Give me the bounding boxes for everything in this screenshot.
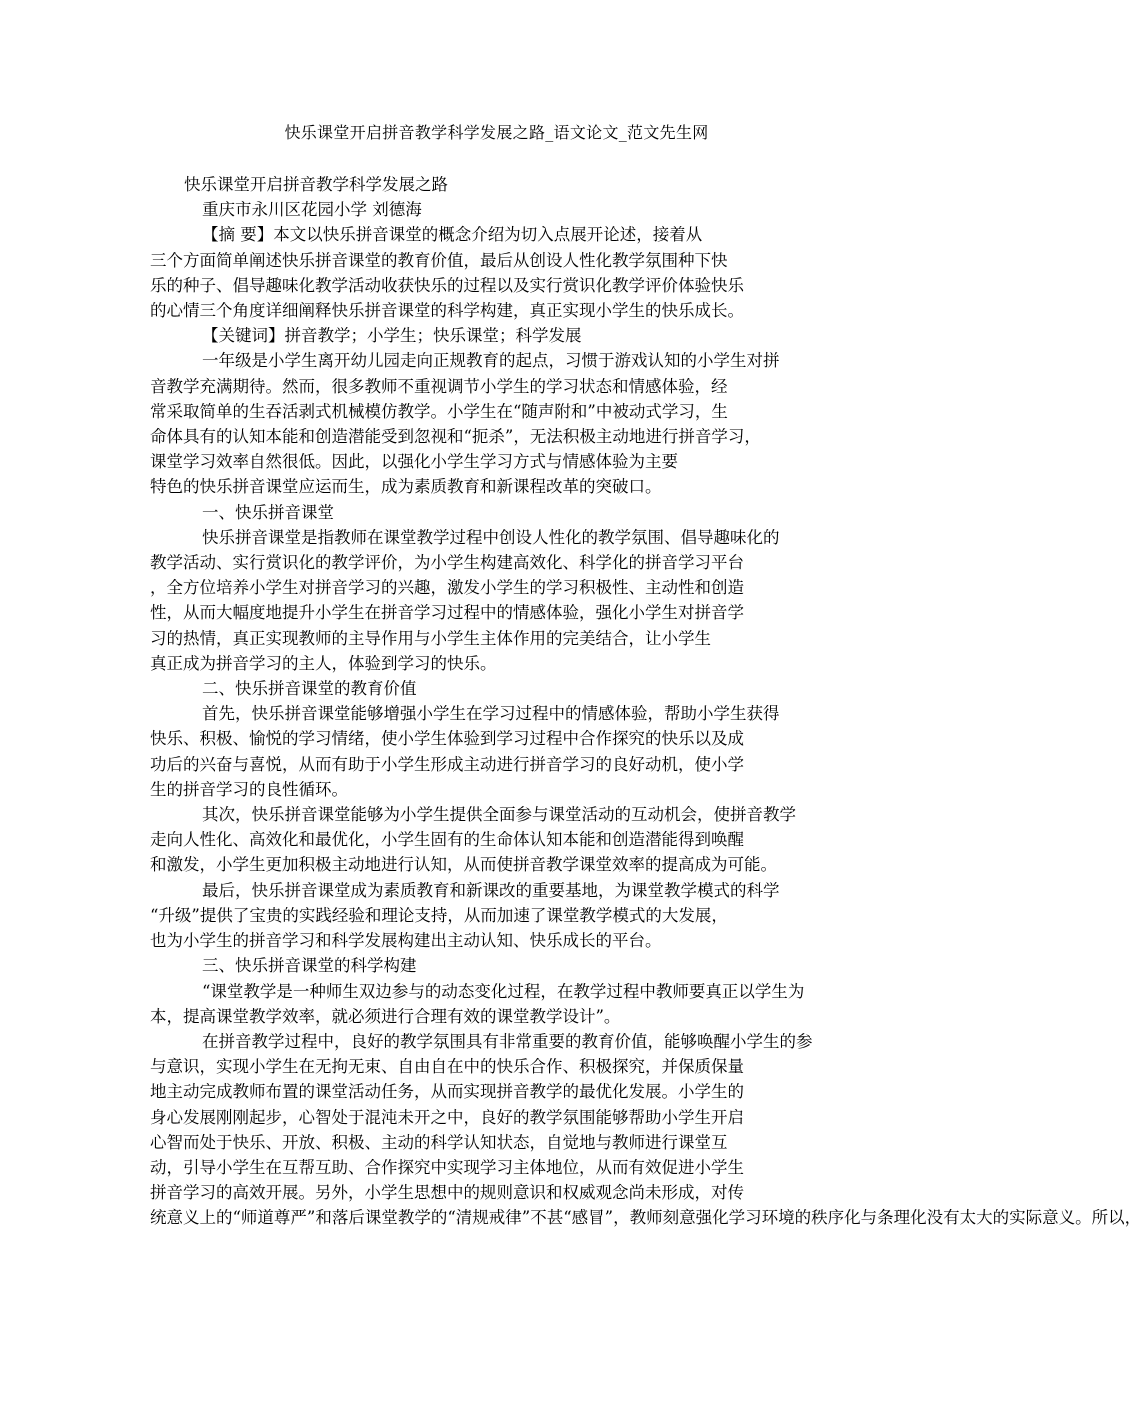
text-line: 性，从而大幅度地提升小学生在拼音学习过程中的情感体验，强化小学生对拼音学 [150,603,744,623]
text-line: “升级”提供了宝贵的实践经验和理论支持，从而加速了课堂教学模式的大发展， [150,905,728,925]
text-line: 拼音学习的高效开展。另外，小学生思想中的规则意识和权威观念尚未形成，对传 [150,1183,744,1203]
text-line: 本，提高课堂教学效率，就必须进行合理有效的课堂教学设计”。 [150,1006,621,1026]
text-line: 和激发，小学生更加积极主动地进行认知，从而使拼音教学课堂效率的提高成为可能。 [150,855,777,875]
intro-paragraph [150,348,846,499]
text-line: 二、快乐拼音课堂的教育价值 [202,679,417,699]
article-title: 快乐课堂开启拼音教学科学发展之路 [184,175,448,194]
document-body [150,172,1141,1231]
text-line: 音教学充满期待。然而，很多教师不重视调节小学生的学习状态和情感体验，经 [150,376,728,396]
text-line: 三个方面简单阐述快乐拼音课堂的教育价值，最后从创设人性化教学氛围种下快 [150,250,728,270]
text-line: 心智而处于快乐、开放、积极、主动的科学认知状态，自觉地与教师进行课堂互 [150,1132,728,1152]
text-line: 在拼音教学过程中，良好的教学氛围具有非常重要的教育价值，能够唤醒小学生的参 [202,1031,813,1051]
text-line: 功后的兴奋与喜悦，从而有助于小学生形成主动进行拼音学习的良好动机，使小学 [150,754,744,774]
text-line: 身心发展刚刚起步，心智处于混沌未开之中，良好的教学氛围能够帮助小学生开启 [150,1107,744,1127]
document-title: 快乐课堂开启拼音教学科学发展之路_语文论文_范文先生网 [284,123,709,142]
text-line: 最后，快乐拼音课堂成为素质教育和新课改的重要基地，为课堂教学模式的科学 [202,880,780,900]
text-line: 与意识，实现小学生在无拘无束、自由自在中的快乐合作、积极探究，并保质保量 [150,1057,744,1077]
body-paragraph [150,878,846,954]
keywords-paragraph [150,323,846,348]
text-line: 【关键词】拼音教学；小学生；快乐课堂；科学发展 [202,326,582,346]
text-line: “课堂教学是一种师生双边参与的动态变化过程，在教学过程中教师要真正以学生为 [202,981,805,1001]
body-paragraph [150,525,846,676]
author-line: 重庆市永川区花园小学 刘德海 [202,200,422,220]
quote-paragraph [150,979,846,1029]
text-line: 地主动完成教师布置的课堂活动任务，从而实现拼音教学的最优化发展。小学生的 [150,1082,744,1102]
body-paragraph [150,701,846,802]
text-line: 快乐拼音课堂是指教师在课堂教学过程中创设人性化的教学氛围、倡导趣味化的 [202,527,780,547]
body-paragraph [150,802,846,878]
text-line: 常采取简单的生吞活剥式机械模仿教学。小学生在“随声附和”中被动式学习，生 [150,401,728,421]
text-line: 特色的快乐拼音课堂应运而生，成为素质教育和新课程改革的突破口。 [150,477,662,497]
text-line: 教学活动、实行赏识化的教学评价，为小学生构建高效化、科学化的拼音学习平台 [150,553,744,573]
text-line: 首先，快乐拼音课堂能够增强小学生在学习过程中的情感体验，帮助小学生获得 [202,704,780,724]
section-heading [150,676,846,701]
text-line: 生的拼音学习的良性循环。 [150,779,348,799]
text-line: 命体具有的认知本能和创造潜能受到忽视和“扼杀”，无法积极主动地进行拼音学习， [150,427,761,447]
text-line: 习的热情，真正实现教师的主导作用与小学生主体作用的完美结合，让小学生 [150,628,711,648]
text-line: 一、快乐拼音课堂 [202,502,334,522]
text-line: 【摘 要】本文以快乐拼音课堂的概念介绍为切入点展开论述，接着从 [202,225,703,245]
text-line: 一年级是小学生离开幼儿园走向正规教育的起点，习惯于游戏认知的小学生对拼 [202,351,780,371]
text-line: 动，引导小学生在互帮互助、合作探究中实现学习主体地位，从而有效促进小学生 [150,1157,744,1177]
text-line: 课堂学习效率自然很低。因此，以强化小学生学习方式与情感体验为主要 [150,452,678,472]
paragraph-list [150,222,1141,1230]
text-line: 的心情三个角度详细阐释快乐拼音课堂的科学构建，真正实现小学生的快乐成长。 [150,301,744,321]
text-line: 真正成为拼音学习的主人，体验到学习的快乐。 [150,653,497,673]
text-line: 其次，快乐拼音课堂能够为小学生提供全面参与课堂活动的互动机会，使拼音教学 [202,805,796,825]
text-line: 乐的种子、倡导趣味化教学活动收获快乐的过程以及实行赏识化教学评价体验快乐 [150,275,744,295]
text-line: 走向人性化、高效化和最优化，小学生固有的生命体认知本能和创造潜能得到唤醒 [150,830,744,850]
text-line: 统意义上的“师道尊严”和落后课堂教学的“清规戒律”不甚“感冒”，教师刻意强化学习环境的秩序化与条理化没有太大的实际意义。所以， [150,1208,1141,1228]
text-line: 三、快乐拼音课堂的科学构建 [202,956,417,976]
text-line: 也为小学生的拼音学习和科学发展构建出主动认知、快乐成长的平台。 [150,931,662,951]
section-heading [150,953,846,978]
abstract-paragraph [150,222,846,323]
section-heading [150,500,846,525]
text-line: ，全方位培养小学生对拼音学习的兴趣，激发小学生的学习积极性、主动性和创造 [150,578,744,598]
text-line: 快乐、积极、愉悦的学习情绪，使小学生体验到学习过程中合作探究的快乐以及成 [150,729,744,749]
body-paragraph [150,1029,1141,1231]
